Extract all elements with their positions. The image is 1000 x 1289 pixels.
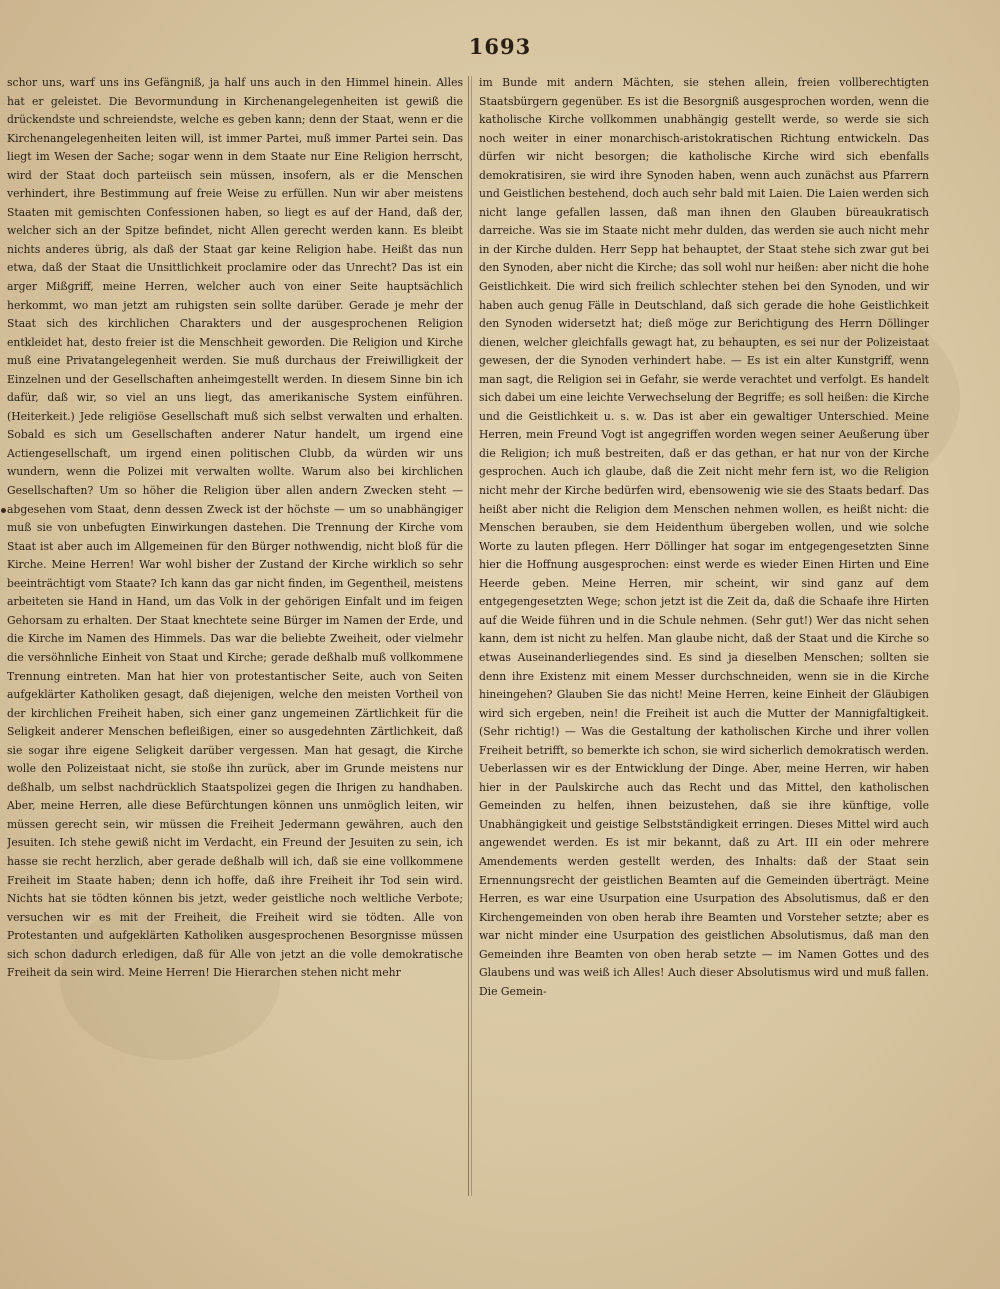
column-divider: [471, 76, 472, 1196]
page-number: 1693: [468, 34, 532, 59]
column-text: schor uns, warf uns ins Gefängniß, ja half uns auch in den Himmel hinein. Alles hat er geleistet. Die Bevormundung in Kirchenangelegenheiten ist gewiß die drückendste und schreiendste, welche es geben kann; denn der Staat, wenn er die Kirchenangelegenheiten leiten will, ist immer Partei, muß immer Partei sein. Das liegt im Wesen der Sache; sogar wenn in dem Staate nur Eine Religion herrscht, wird der Staat doch parteiisch sein müssen, insofern, als er die Menschen verhindert, ihre Bestimmung auf freie Weise zu erfüllen. Nun wir aber meistens Staaten mit gemischten Confessionen haben, so liegt es auf der Hand, daß der, welcher sich an der Spitze befindet, nicht Allen gerecht werden kann. Es bleibt nichts anderes übrig, als daß der Staat gar keine Religion habe. Heißt das nun etwa, daß der Staat die Unsittlichkeit proclamire oder das Unrecht? Das ist ein arger Mißgriff, meine Herren, welcher auch von einer Seite hauptsächlich herkommt, wo man jetzt am ruhigsten sein sollte darüber. Gerade je mehr der Staat sich des kirchlichen Charakters und der ausgesprochenen Religion entkleidet hat, desto freier ist die Menschheit geworden. Die Religion und Kirche muß eine Privatangelegenheit werden. Sie muß durchaus der Freiwilligkeit der Einzelnen und der Gesellschaften anheimgestellt werden. In diesem Sinne bin ich dafür, daß wir, so viel an uns liegt, das amerikanische System einführen. (Heiterkeit.) Jede religiöse Gesellschaft muß sich selbst verwalten und erhalten. Sobald es sich um Gesellschaften anderer Natur handelt, um irgend eine Actiengesellschaft, um irgend einen politischen Clubb, da würden wir uns wundern, wenn die Polizei mit verwalten wollte. Warum also bei kirchlichen Gesellschaften? Um so höher die Religion über allen andern Zwecken steht — abgesehen vom Staat, denn dessen Zweck ist der höchste — um so unabhängiger muß sie von unbefugten Einwirkungen dastehen. Die Trennung der Kirche vom Staat ist aber auch im Allgemeinen für den Bürger nothwendig, nicht bloß für die Kirche. Meine Herren! War wohl bisher der Zustand der Kirche wirklich so sehr beeinträchtigt vom Staate? Ich kann das gar nicht finden, im Gegentheil, meistens arbeiteten sie Hand in Hand, um das Volk in der gehörigen Einfalt und im feigen Gehorsam zu erhalten. Der Staat knechtete seine Bürger im Namen der Erde, und die Kirche im Namen des Himmels. Das war die beliebte Zweiheit, oder vielmehr die versöhnliche Einheit von Staat und Kirche; gerade deßhalb muß vollkommene Trennung eintreten. Man hat hier von protestantischer Seite, auch von Seiten aufgeklärter Katholiken gesagt, daß diejenigen, welche den meisten Vortheil von der kirchlichen Freiheit haben, sich einer ganz ungemeinen Zärtlichkeit für die Seligkeit anderer Menschen befleißigen, einer so ausgedehnten Zärtlichkeit, daß sie sogar ihre eigene Seligkeit darüber vergessen. Man hat gesagt, die Kirche wolle den Polizeistaat nicht, sie stoße ihn zurück, aber im Grunde meistens nur deßhalb, um selbst nachdrücklich Staatspolizei gegen die Ihrigen zu handhaben. Aber, meine Herren, alle diese Befürchtungen können uns unmöglich leiten, wir müssen gerecht sein, wir müssen die Freiheit Jedermann gewähren, auch den Jesuiten. Ich stehe gewiß nicht im Verdacht, ein Freund der Jesuiten zu sein, ich hasse sie recht herzlich, aber gerade deßhalb will ich, daß sie eine vollkommene Freiheit im Staate haben; denn ich hoffe, daß ihre Freiheit ihr Tod sein wird. Nichts hat sie tödten können bis jetzt, weder geistliche noch weltliche Verbote; versuchen wir es mit der Freiheit, die Freiheit wird sie tödten. Alle von Protestanten und aufgeklärten Katholiken ausgesprochenen Besorgnisse müssen sich schon dadurch erledigen, daß für Alle von jetzt an die volle demokratische Freiheit da sein wird. Meine Herren! Die Hierarchen stehen nicht mehr: [7, 76, 463, 980]
column-divider: [468, 76, 469, 1196]
text-column-right: [479, 74, 929, 1204]
margin-mark: [1, 508, 6, 513]
column-text: im Bunde mit andern Mächten, sie stehen allein, freien vollberechtigten Staatsbürgern gegenüber. Es ist die Besorgniß ausgesprochen worden, wenn die katholische Kirche vollkommen unabhängig gestellt werde, so werde sie sich noch weiter in einer monarchisch-aristokratischen Richtung entwickeln. Das dürfen wir nicht besorgen; die katholische Kirche wird sich ebenfalls demokratisiren, sie wird ihre Synoden haben, wenn auch zunächst aus Pfarrern und Geistlichen bestehend, doch auch sehr bald mit Laien. Die Laien werden sich nicht lange gefallen lassen, daß man ihnen den Glauben büreaukratisch darreiche. Was sie im Staate nicht mehr dulden, das werden sie auch nicht mehr in der Kirche dulden. Herr Sepp hat behauptet, der Staat stehe sich zwar gut bei den Synoden, aber nicht die Kirche; das soll wohl nur heißen: aber nicht die hohe Geistlichkeit. Die wird sich freilich schlechter stehen bei den Synoden, und wir haben auch genug Fälle in Deutschland, daß sich gerade die hohe Geistlichkeit den Synoden widersetzt hat; dieß möge zur Berichtigung des Herrn Döllinger dienen, welcher gleichfalls gewagt hat, zu behaupten, es sei nur der Polizeistaat gewesen, der die Synoden verhindert habe. — Es ist ein alter Kunstgriff, wenn man sagt, die Religion sei in Gefahr, sie werde verachtet und verfolgt. Es handelt sich dabei um eine leichte Verwechselung der Begriffe; es soll heißen: die Kirche und die Geistlichkeit u. s. w. Das ist aber ein gewaltiger Unterschied. Meine Herren, mein Freund Vogt ist angegriffen worden wegen seiner Aeußerung über die Religion; ich muß bestreiten, daß er das gethan, er hat nur von der Kirche gesprochen. Auch ich glaube, daß die Zeit nicht mehr fern ist, wo die Religion nicht mehr der Kirche bedürfen wird, ebensowenig wie sie des Staats bedarf. Das heißt aber nicht die Religion dem Menschen nehmen wollen, es heißt nicht: die Menschen berauben, sie dem Heidenthum übergeben wollen, und wie solche Worte zu lauten pflegen. Herr Döllinger hat sogar im entgegengesetzten Sinne hier die Hoffnung ausgesprochen: einst werde es wieder Einen Hirten und Eine Heerde geben. Meine Herren, mir scheint, wir sind ganz auf dem entgegengesetzten Wege; schon jetzt ist die Zeit da, daß die Schaafe ihre Hirten auf die Weide führen und in die Schule nehmen. (Sehr gut!) Wer das nicht sehen kann, dem ist nicht zu helfen. Man glaube nicht, daß der Staat und die Kirche so etwas Auseinanderliegendes sind. Es sind ja dieselben Menschen; sollten sie denn ihre Existenz mit einem Messer durchschneiden, wenn sie in die Kirche hineingehen? Glauben Sie das nicht! Meine Herren, keine Einheit der Gläubigen wird sich ergeben, nein! die Freiheit ist auch die Mutter der Mannigfaltigkeit. (Sehr richtig!) — Was die Gestaltung der katholischen Kirche und ihrer vollen Freiheit betrifft, so bemerkte ich schon, sie wird sicherlich demokratisch werden. Ueberlassen wir es der Entwicklung der Dinge. Aber, meine Herren, wir haben hier in der Paulskirche auch das Recht und das Mittel, den katholischen Gemeinden zu helfen, ihnen beizustehen, daß sie ihre künftige, volle Unabhängigkeit und geistige Selbstständigkeit erringen. Dieses Mittel wird auch angewendet werden. Es ist mir bekannt, daß zu Art. III ein oder mehrere Amendements werden gestellt werden, des Inhalts: daß der Staat sein Ernennungsrecht der geistlichen Beamten auf die Gemeinden überträgt. Meine Herren, es war eine Usurpation eine Usurpation des Absolutismus, daß er den Kirchengemeinden von oben herab ihre Beamten und Vorsteher setzte; aber es war nicht minder eine Usurpation des geistlichen Absolutismus, daß man den Gemeinden ihre Beamten von oben herab setzte — im Namen Gottes und des Glaubens und was weiß ich Alles! Auch dieser Absolutismus wird und muß fallen. Die Gemein-: [479, 76, 929, 998]
text-column-left: [7, 74, 463, 1204]
